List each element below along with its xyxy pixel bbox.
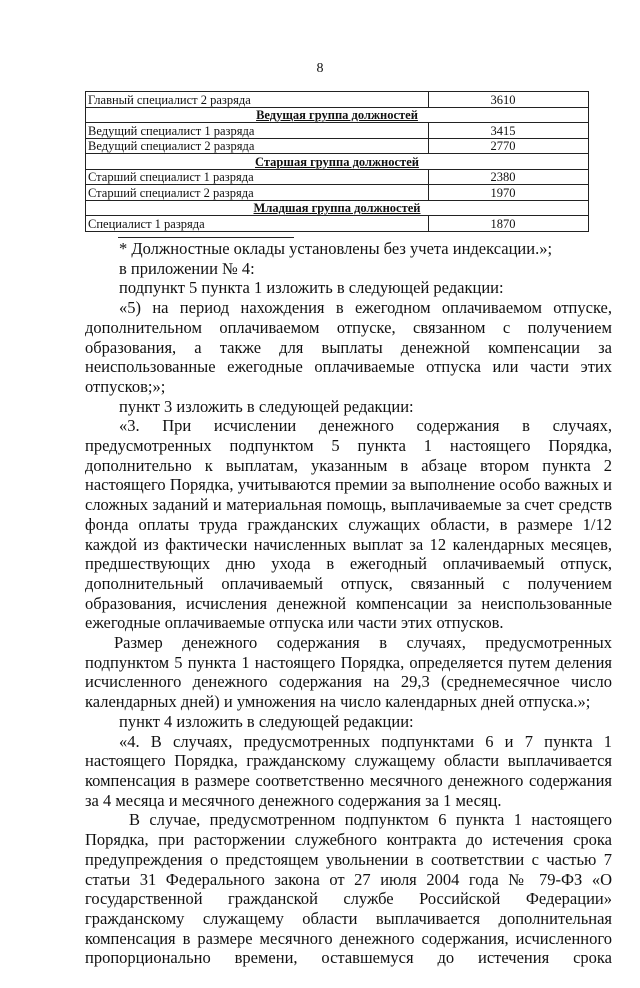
- paragraph: в приложении № 4:: [119, 258, 255, 278]
- paragraph: Размер денежного содержания в случаях, предусмотренных подпунктом 5 пункта 1 настоящего Порядка, определяется путем деления исчисленного денежного содержания на 29,3 (среднемесячное число календарных дней) и умножения на число календарных дней отпуска.»;: [85, 633, 612, 712]
- document-body: [85, 239, 612, 968]
- table-row: [86, 169, 589, 185]
- table-row: [86, 185, 589, 201]
- position-cell: Специалист 1 разряда: [86, 216, 429, 232]
- salary-cell: 1970: [428, 185, 589, 201]
- group-title: Старшая группа должностей: [86, 154, 589, 170]
- table-group-row: [86, 154, 589, 170]
- group-title: Младшая группа должностей: [86, 200, 589, 216]
- position-cell: Старший специалист 2 разряда: [86, 185, 429, 201]
- salary-cell: 1870: [428, 216, 589, 232]
- position-cell: Главный специалист 2 разряда: [86, 92, 429, 108]
- paragraph: пункт 3 изложить в следующей редакции:: [119, 396, 414, 416]
- page-number: 8: [316, 61, 324, 76]
- table-row: [86, 123, 589, 139]
- salary-cell: 3610: [428, 92, 589, 108]
- paragraph: В случае, предусмотренном подпунктом 6 пункта 1 настоящего Порядка, при расторжении служебного контракта до истечения срока предупреждения о предстоящем увольнении в соответствии с частью 7 статьи 31 Федерального закона от 27 июля 2004 года № 79-ФЗ «О государственной гражданской службе Российской Федерации» гражданскому служащему области выплачивается дополнительная компенсация в размере месячного денежного содержания, исчисленного пропорционально времени, оставшемуся до истечения срока: [85, 810, 612, 968]
- paragraph: подпункт 5 пункта 1 изложить в следующей редакции:: [119, 278, 504, 298]
- paragraph: «3. При исчислении денежного содержания в случаях, предусмотренных подпунктом 5 пункта 1 настоящего Порядка, дополнительно к выплатам, указанным в абзаце втором пункта 2 настоящего Порядка, учитываются премии за выполнение особо важных и сложных заданий и материальная помощь, выплачиваемые за счет средств фонда оплаты труда гражданских служащих области, в размере 1/12 каждой из фактически начисленных выплат за 12 календарных месяцев, предшествующих дню ухода в ежегодный оплачиваемый отпуск, дополнительный оплачиваемый отпуск, связанный с получением образования, исчисления денежной компенсации за неиспользованные ежегодные оплачиваемые отпуска или части этих отпусков.: [85, 416, 612, 633]
- position-cell: Ведущий специалист 2 разряда: [86, 138, 429, 154]
- table-group-row: [86, 200, 589, 216]
- table-row: [86, 138, 589, 154]
- table-row: [86, 216, 589, 232]
- paragraph: пункт 4 изложить в следующей редакции:: [119, 711, 414, 731]
- position-cell: Ведущий специалист 1 разряда: [86, 123, 429, 139]
- paragraph: * Должностные оклады установлены без учета индексации.»;: [119, 239, 553, 258]
- salary-cell: 2770: [428, 138, 589, 154]
- salary-cell: 3415: [428, 123, 589, 139]
- footnote-divider: [118, 237, 294, 238]
- paragraph: «4. В случаях, предусмотренных подпунктами 6 и 7 пункта 1 настоящего Порядка, гражданскому служащему области выплачивается компенсация в размере соответственно месячного денежного содержания за 4 месяца и месячного денежного содержания за 1 месяц.: [85, 731, 612, 810]
- salary-table: [85, 91, 589, 232]
- salary-cell: 2380: [428, 169, 589, 185]
- paragraph: «5) на период нахождения в ежегодном оплачиваемом отпуске, дополнительном оплачиваемом отпуске, связанном с получением образования, а также для выплаты денежной компенсации за неиспользованные ежегодные оплачиваемые отпуска или части этих отпусков;»;: [85, 298, 612, 396]
- position-cell: Старший специалист 1 разряда: [86, 169, 429, 185]
- group-title: Ведущая группа должностей: [86, 107, 589, 123]
- table-group-row: [86, 107, 589, 123]
- table-row: [86, 92, 589, 108]
